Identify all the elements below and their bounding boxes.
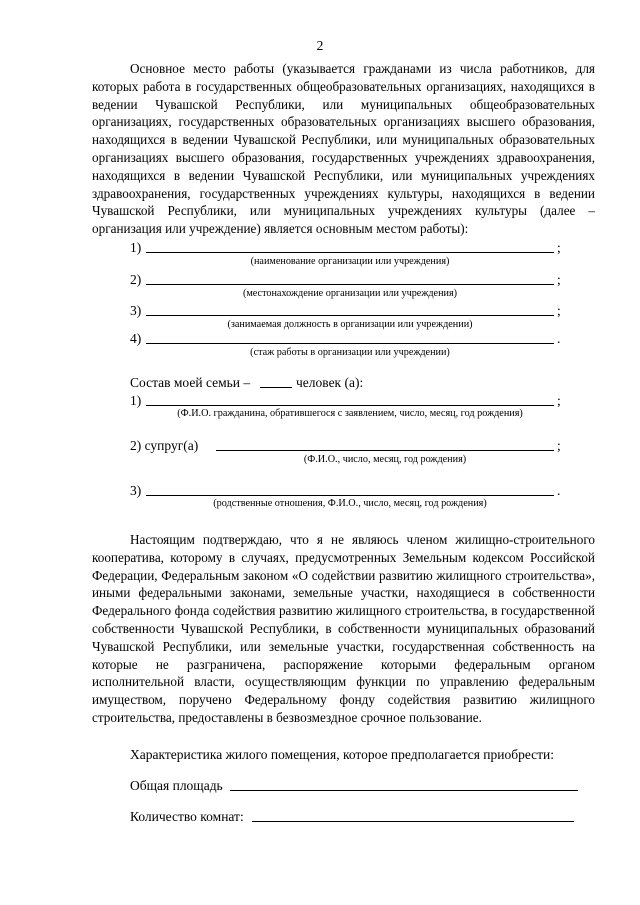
page-number: 2	[316, 38, 324, 53]
field-end-punct: ;	[557, 438, 561, 453]
fill-in-line[interactable]	[146, 252, 554, 253]
field-caption: (наименование организации или учреждения)	[250, 256, 450, 267]
field-number: 2)	[130, 272, 142, 287]
fill-in-line[interactable]	[146, 315, 554, 316]
family-count-prefix: Состав моей семьи –	[130, 375, 251, 390]
field-caption: (стаж работы в организации или учреждении)	[250, 347, 450, 358]
field-number: 4)	[130, 331, 142, 346]
field-number: 1)	[130, 240, 142, 255]
rooms-input-line[interactable]	[252, 821, 574, 822]
field-number: 3)	[130, 303, 142, 318]
member-number: 3)	[130, 483, 142, 498]
family-count-suffix: человек (а):	[296, 375, 364, 390]
rooms-label: Количество комнат:	[130, 809, 244, 824]
fill-in-line[interactable]	[146, 405, 554, 406]
field-caption: (Ф.И.О. гражданина, обратившегося с заявлением, число, месяц, год рождения)	[177, 408, 523, 419]
field-caption: (местонахождение организации или учреждения)	[242, 288, 458, 299]
field-end-punct: ;	[557, 303, 561, 318]
family-count-input-line[interactable]	[260, 387, 292, 388]
field-caption: (занимаемая должность в организации или учреждении)	[227, 319, 473, 330]
area-input-line[interactable]	[230, 790, 578, 791]
area-label: Общая площадь	[130, 778, 223, 793]
field-end-punct: .	[557, 483, 561, 498]
field-end-punct: ;	[557, 240, 561, 255]
field-caption: (Ф.И.О., число, месяц, год рождения)	[303, 454, 467, 465]
intro-paragraph: Основное место работы (указывается гражданами из числа работников, для которых работа в государственных общеобразовательных организациях, находящихся в ведении Чувашской Республики, или муниципальных общеобразовательных организациях, государственных образовательных организациях высшего образования, находящихся в ведении Чувашской Республики, или муниципальных образовательных организациях высшего образования, государственных учреждениях здравоохранения, находящихся в ведении Чувашской Республики, или муниципальных учреждениях здравоохранения, государственных учреждениях культуры, находящихся в ведении Чувашской Республики, или муниципальных учреждениях культуры (далее – организация или учреждение) является основным местом работы):	[92, 61, 595, 237]
housing-heading: Характеристика жилого помещения, которое предполагается приобрести:	[130, 747, 555, 762]
confirmation-paragraph: Настоящим подтверждаю, что я не являюсь членом жилищно-строительного кооператива, которому в случаях, предусмотренных Земельным кодексом Российской Федерации, Федеральным законом «О содействии развитию жилищного строительства», иными федеральными законами, земельные участки, находящиеся в собственности Федерального фонда содействия развитию жилищного строительства, в государственной собственности Чувашской Республики, в собственности муниципальных образований Чувашской Республики, или земельные участки, государственная собственность на которые не разграничена, распоряжение которыми федеральным органом исполнительной власти, осуществляющим функции по управлению федеральным имуществом, поручено Федеральному фонду содействия развитию жилищного строительства, предоставлены в безвозмездное срочное пользование.	[92, 532, 595, 725]
field-end-punct: ;	[557, 272, 561, 287]
fill-in-line[interactable]	[216, 450, 554, 451]
fill-in-line[interactable]	[146, 284, 554, 285]
field-end-punct: .	[557, 331, 561, 346]
fill-in-line[interactable]	[146, 343, 554, 344]
fill-in-line[interactable]	[146, 495, 554, 496]
field-caption: (родственные отношения, Ф.И.О., число, месяц, год рождения)	[213, 498, 487, 509]
field-end-punct: ;	[557, 393, 561, 408]
member-number: 1)	[130, 393, 142, 408]
member-number: 2) супруг(а)	[130, 438, 199, 453]
